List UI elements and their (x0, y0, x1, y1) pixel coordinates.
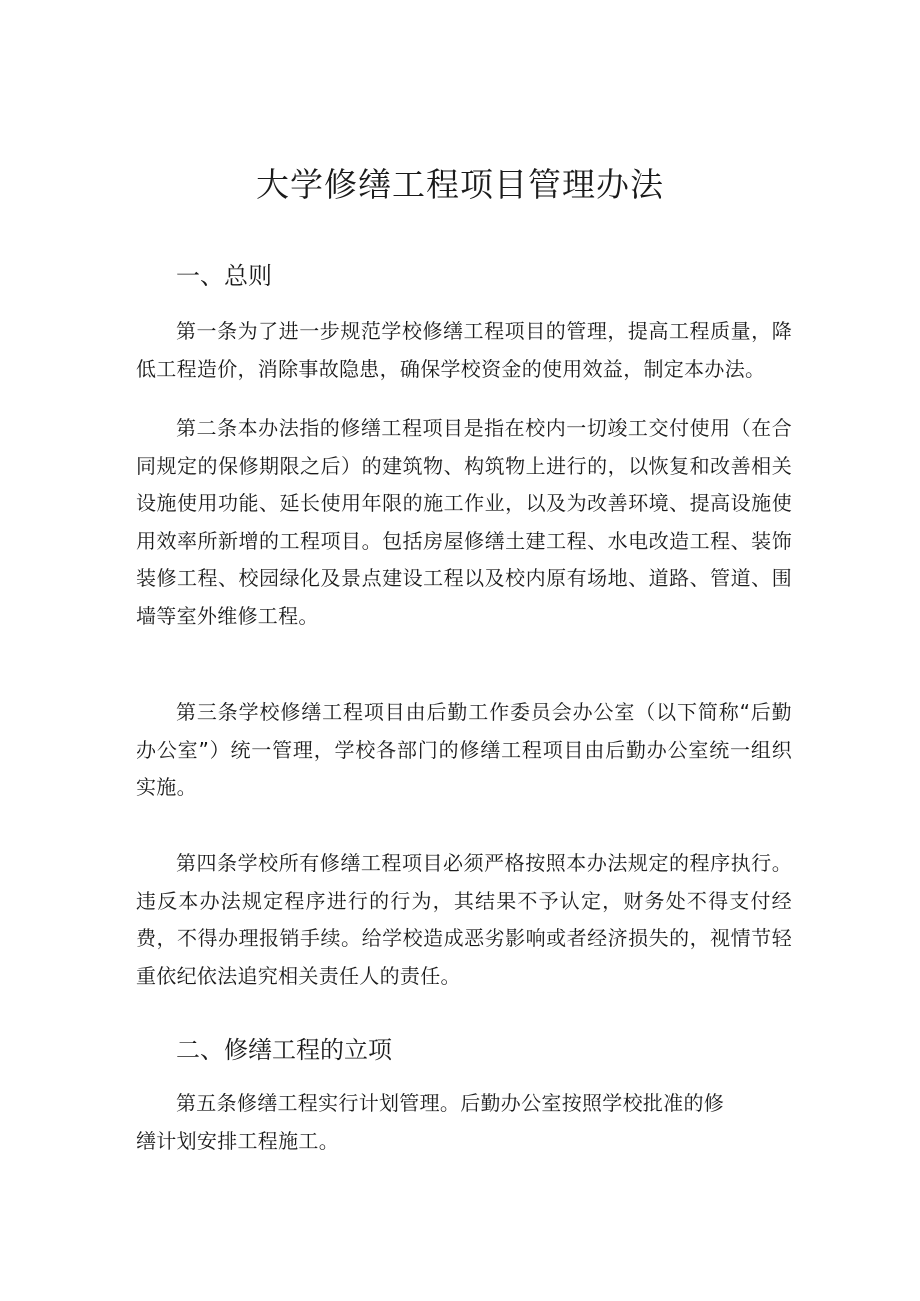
article-2-paragraph: 第二条本办法指的修缮工程项目是指在校内一切竣工交付使用（在合同规定的保修期限之后）的建筑物、构筑物上进行的，以恢复和改善相关设施使用功能、延长使用年限的施工作业，以及为改善环境、提高设施使用效率所新增的工程项目。包括房屋修缮土建工程、水电改造工程、装饰装修工程、校园绿化及景点建设工程以及校内原有场地、道路、管道、围墙等室外维修工程。 (136, 416, 792, 628)
section-heading-general: 一、总则 (176, 262, 272, 290)
document-title: 大学修缮工程项目管理办法 (256, 165, 664, 204)
article-1-paragraph: 第一条为了进一步规范学校修缮工程项目的管理，提高工程质量，降低工程造价，消除事故隐患，确保学校资金的使用效益，制定本办法。 (136, 319, 792, 381)
article-5-paragraph: 第五条修缮工程实行计划管理。后勤办公室按照学校批准的修缮计划安排工程施工。 (136, 1091, 725, 1153)
article-4-paragraph: 第四条学校所有修缮工程项目必须严格按照本办法规定的程序执行。违反本办法规定程序进行的行为，其结果不予认定，财务处不得支付经费，不得办理报销手续。给学校造成恶劣影响或者经济损失的，视情节轻重依纪依法追究相关责任人的责任。 (136, 851, 792, 988)
section-heading-project-initiation: 二、修缮工程的立项 (176, 1036, 392, 1064)
article-3-paragraph: 第三条学校修缮工程项目由后勤工作委员会办公室（以下简称“后勤办公室”）统一管理，学校各部门的修缮工程项目由后勤办公室统一组织实施。 (136, 700, 792, 799)
